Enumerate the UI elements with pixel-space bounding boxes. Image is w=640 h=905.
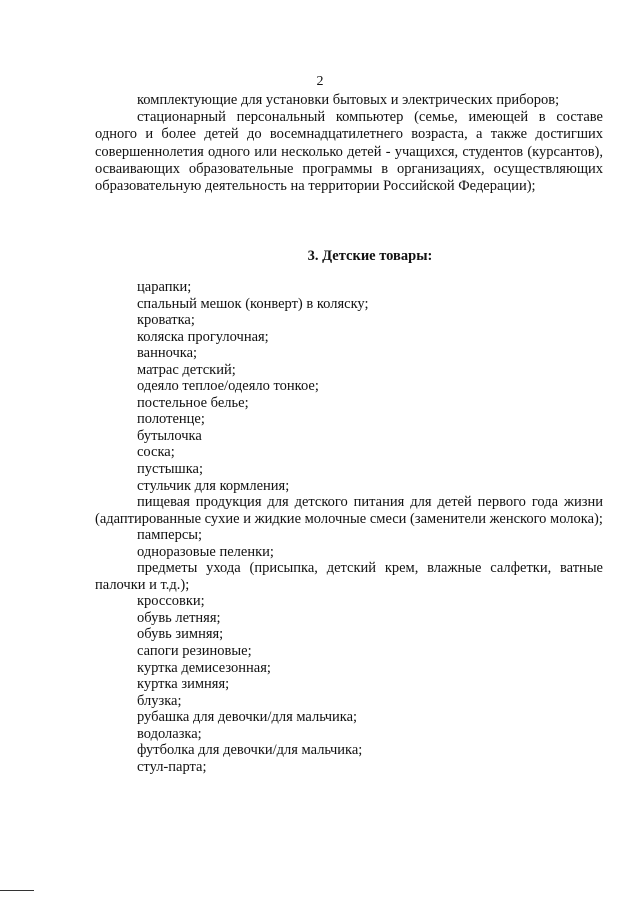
list-item: полотенце; (137, 411, 205, 428)
list-item: царапки; (137, 279, 192, 295)
intro-block (95, 92, 603, 195)
list-item: футболка для девочки/для мальчика; (137, 742, 363, 759)
page-number: 2 (316, 74, 324, 89)
list-item: стул-парта; (137, 758, 207, 775)
list-item: куртка зимняя; (137, 676, 230, 693)
list-item: рубашка для девочки/для мальчика; (137, 709, 358, 726)
children-goods-list (95, 279, 603, 775)
list-item: кроватка; (137, 312, 195, 329)
list-item: водолазка; (137, 725, 202, 742)
list-item: матрас детский; (137, 361, 236, 378)
section-heading: 3. Детские товары: (307, 248, 433, 264)
list-item: предметы ухода (присыпка, детский крем, влажные салфетки, ватные палочки и т.д.); (95, 560, 603, 593)
list-item: пустышка; (137, 461, 203, 478)
list-item: стульчик для кормления; (137, 477, 290, 494)
list-item: пищевая продукция для детского питания для детей первого года жизни (адаптированные сухие и жидкие молочные смеси (заменители женского молока); (95, 494, 603, 527)
list-item: одеяло теплое/одеяло тонкое; (137, 378, 319, 395)
list-item: ванночка; (137, 345, 198, 362)
intro-paragraph: комплектующие для установки бытовых и электрических приборов; (137, 92, 560, 108)
list-item: куртка демисезонная; (137, 659, 271, 676)
list-item: блузка; (137, 692, 182, 709)
list-item: кроссовки; (137, 593, 205, 610)
intro-paragraph: стационарный персональный компьютер (семье, имеющей в составе одного и более детей до восемнадцатилетнего возраста, а также достигших совершеннолетия одного или несколько детей - учащихся, студентов (курсантов), осваивающих образовательные программы в организациях, осуществляющих образовательную деятельность на территории Российской Федерации); (95, 109, 603, 195)
list-item: памперсы; (137, 527, 203, 544)
list-item: одноразовые пеленки; (137, 543, 274, 560)
list-item: обувь летняя; (137, 609, 221, 626)
list-item: постельное белье; (137, 394, 249, 411)
list-item: бутылочка (137, 427, 202, 444)
list-item: сапоги резиновые; (137, 643, 252, 660)
list-item: коляска прогулочная; (137, 328, 269, 345)
list-item: спальный мешок (конверт) в коляску; (137, 295, 369, 312)
footer-rule (0, 890, 34, 891)
list-item: соска; (137, 444, 175, 461)
list-item: обувь зимняя; (137, 626, 224, 643)
